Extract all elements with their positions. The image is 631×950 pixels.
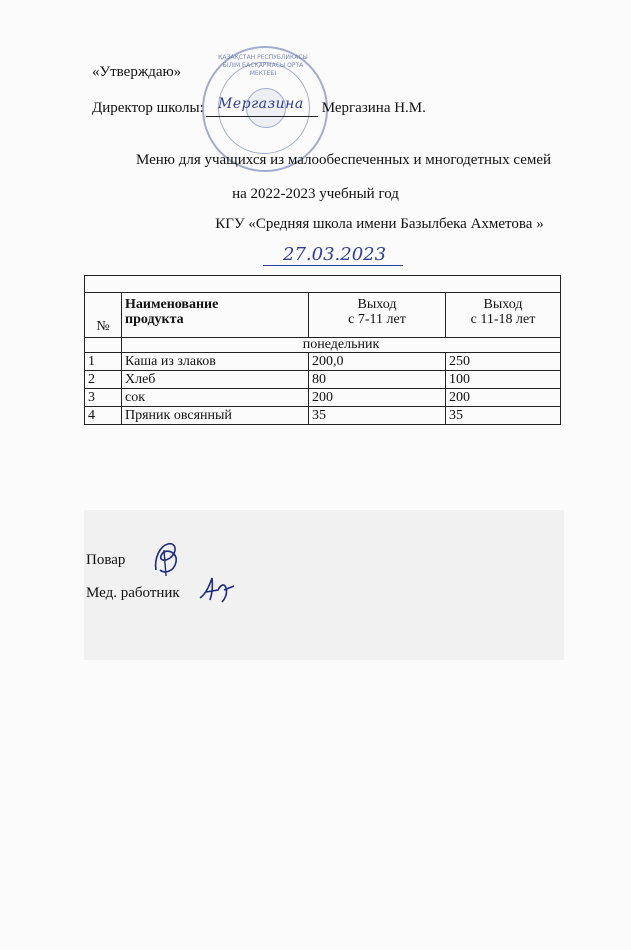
cell-out1: 200,0 — [309, 353, 446, 371]
header-num: № — [85, 293, 122, 338]
header-out1-line2: с 7-11 лет — [348, 312, 406, 327]
cell-out2: 250 — [446, 353, 561, 371]
cell-out1: 200 — [309, 389, 446, 407]
approve-label: «Утверждаю» — [92, 64, 182, 80]
director-name: Мергазина Н.М. — [321, 100, 426, 116]
header-out-7-11 — [309, 293, 446, 338]
med-signature-mark — [198, 574, 238, 604]
day-row — [85, 338, 561, 353]
school-name: КГУ «Средняя школа имени Базылбека Ахметова » — [215, 216, 544, 232]
day-label: понедельник — [122, 338, 561, 353]
table-row — [85, 389, 561, 407]
header-out2-line2: с 11-18 лет — [470, 312, 536, 327]
menu-title: Меню для учащихся из малообеспеченных и многодетных семей — [135, 152, 552, 168]
cell-num: 1 — [85, 353, 122, 371]
table-header-row — [85, 293, 561, 338]
director-label: Директор школы: — [92, 100, 204, 116]
med-worker-label: Мед. работник — [86, 585, 180, 601]
table-row — [85, 353, 561, 371]
cook-signature-mark — [150, 540, 184, 580]
table-blank-row — [85, 276, 561, 293]
cell-num: 3 — [85, 389, 122, 407]
cell-out1: 80 — [309, 371, 446, 389]
director-signature: Мергазина — [218, 96, 304, 112]
cell-out2: 35 — [446, 407, 561, 425]
school-year: на 2022-2023 учебный год — [232, 186, 399, 202]
cell-num: 2 — [85, 371, 122, 389]
cell-name: сок — [122, 389, 309, 407]
stamp-text: ҚАЗАҚСТАН РЕСПУБЛИКАСЫ БІЛІМ БАСҚАРМАСЫ ОРТА МЕКТЕБІ — [218, 54, 308, 77]
header-name-line1: Наименование — [125, 297, 219, 312]
header-out2-line1: Выход — [483, 297, 523, 312]
menu-table — [84, 275, 561, 425]
cell-name: Хлеб — [122, 371, 309, 389]
cook-signature — [150, 540, 184, 586]
handwritten-date: 27.03.2023 — [263, 245, 403, 266]
cell-name: Каша из злаков — [122, 353, 309, 371]
day-empty-cell — [85, 338, 122, 353]
header-out1-line1: Выход — [357, 297, 397, 312]
header-name-line2: продукта — [125, 312, 184, 327]
cook-label: Повар — [86, 552, 126, 568]
table-blank-cell — [85, 276, 561, 293]
med-worker-signature — [198, 574, 238, 610]
header-out-11-18 — [446, 293, 561, 338]
cell-out1: 35 — [309, 407, 446, 425]
header-name — [122, 293, 309, 338]
cell-name: Пряник овсянный — [122, 407, 309, 425]
cell-out2: 200 — [446, 389, 561, 407]
table-row — [85, 371, 561, 389]
cell-out2: 100 — [446, 371, 561, 389]
cell-num: 4 — [85, 407, 122, 425]
table-row — [85, 407, 561, 425]
